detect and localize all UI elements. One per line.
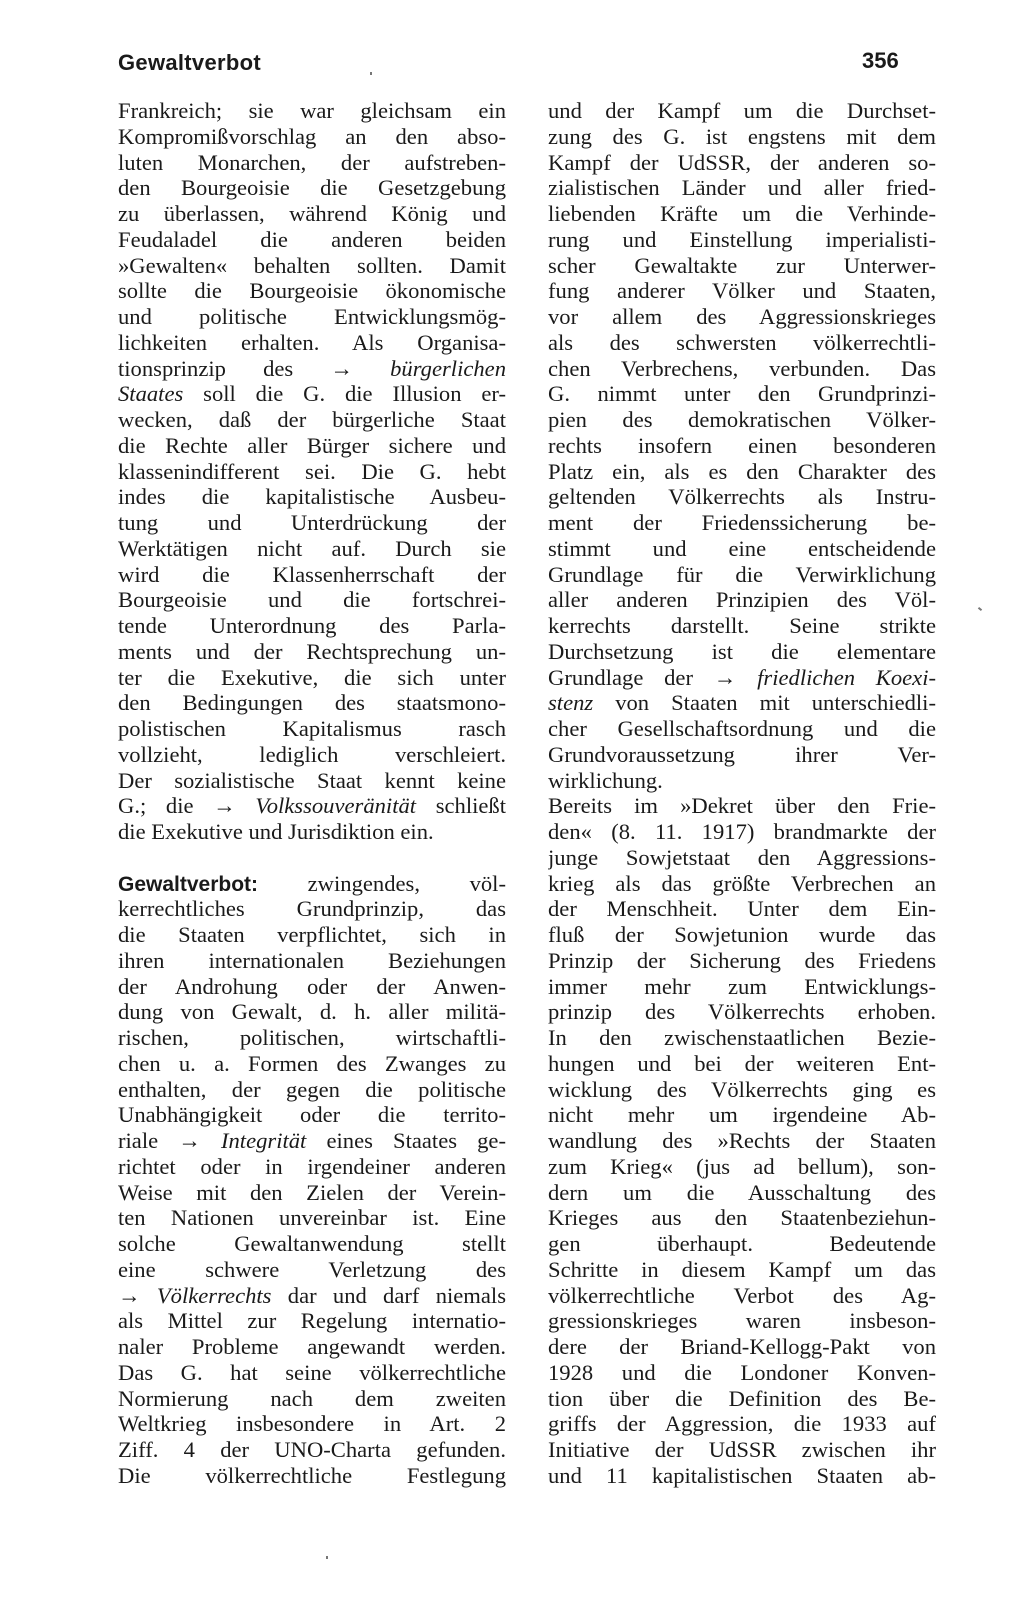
line-text: Weise mit den Zielen der Verein-: [118, 1179, 506, 1205]
text-line: [548, 1051, 936, 1077]
line-text: sollte die Bourgeoisie ökonomische: [118, 278, 506, 304]
line-text: fluß der Sowjetunion wurde das: [548, 922, 936, 947]
line-text: liebenden Kräfte um die Verhinde-: [548, 201, 936, 226]
text-line: [118, 433, 506, 459]
line-text: den« (8. 11. 1917) brandmarkte der: [548, 819, 936, 844]
text-line: [548, 459, 936, 485]
cross-reference-arrow: →: [213, 793, 236, 819]
text-line: [548, 407, 936, 433]
text-line: [548, 999, 936, 1025]
line-text: Kompromißvorschlag an den abso-: [118, 123, 506, 149]
line-text: Normierung nach dem zweiten: [118, 1385, 506, 1411]
line-text: pien des demokratischen Völker-: [548, 407, 936, 432]
text-line: [118, 1128, 506, 1154]
line-text: indes die kapitalistische Ausbeu-: [118, 484, 506, 510]
text-line: [548, 1231, 936, 1257]
text-line: [548, 124, 936, 150]
line-text: fung anderer Völker und Staaten,: [548, 278, 936, 304]
text-line: [118, 716, 506, 742]
text-line: [118, 1102, 506, 1128]
text-line: [548, 356, 936, 382]
line-text: tion über die Definition des Be-: [548, 1385, 936, 1411]
cross-reference-arrow: →: [330, 355, 353, 381]
line-text: und politische Entwicklungsmög-: [118, 304, 506, 329]
line-text: zung des G. ist engstens mit dem: [548, 123, 936, 149]
text-line: [118, 819, 506, 845]
text-line: [118, 639, 506, 665]
line-text: Das G. hat seine völkerrechtliche: [118, 1359, 506, 1385]
line-text: Ziff. 4 der UNO-Charta gefunden.: [118, 1437, 506, 1462]
line-text: eine schwere Verletzung des: [118, 1256, 506, 1282]
text-line: [548, 150, 936, 176]
line-text: griffs der Aggression, die 1933 auf: [548, 1411, 936, 1437]
text-line: [548, 1102, 936, 1128]
cross-reference-term: friedlichen Koexi-: [757, 664, 936, 690]
cross-reference-term: Völkerrechts: [156, 1282, 272, 1308]
line-text: chen Verbrechens, verbunden. Das: [548, 355, 936, 381]
header-term: Gewaltverbot: [118, 50, 261, 75]
text-line: [548, 227, 936, 253]
line-text: »Gewalten« behalten sollten. Damit: [118, 252, 506, 278]
text-line: [118, 1025, 506, 1051]
line-text: den Bourgeoisie die Gesetzgebung: [118, 175, 506, 201]
line-text: Werktätigen nicht auf. Durch sie: [118, 535, 506, 561]
cross-reference-term: Integrität: [220, 1128, 307, 1153]
text-line: [118, 948, 506, 974]
scan-speck: [326, 1556, 328, 1559]
text-line: [118, 1334, 506, 1360]
line-text: vor allem des Aggressionskrieges: [548, 304, 936, 329]
line-text: zum Krieg« (jus ad bellum), son-: [548, 1153, 936, 1179]
text-line: [118, 98, 506, 124]
text-line: [548, 1308, 936, 1334]
line-text: tende Unterordnung des Parla-: [118, 613, 506, 638]
text-line: [118, 1180, 506, 1206]
line-text: rechts insofern einen besonderen: [548, 432, 936, 458]
line-text: krieg als das größte Verbrechen an: [548, 870, 936, 896]
line-text: völkerrechtliche Verbot des Ag-: [548, 1282, 936, 1308]
text-line: [548, 690, 936, 716]
text-line: [548, 1463, 936, 1489]
text-line: [548, 587, 936, 613]
text-line: [118, 742, 506, 768]
line-text: soll die G. die Illusion er-: [203, 381, 506, 407]
scan-speck: [978, 607, 982, 611]
line-text: klassenindifferent sei. Die G. hebt: [118, 458, 506, 484]
text-line: [548, 819, 936, 845]
line-text: der Androhung oder der Anwen-: [118, 973, 506, 999]
paragraph-gap: [118, 845, 506, 871]
text-line: [118, 150, 506, 176]
line-text: ter die Exekutive, die sich unter: [118, 664, 506, 690]
text-line: [118, 356, 506, 382]
line-text: nicht mehr um irgendeine Ab-: [548, 1102, 936, 1128]
line-text: die Exekutive und Jurisdiktion ein.: [118, 819, 434, 844]
text-line: [118, 304, 506, 330]
text-line: [118, 124, 506, 150]
text-line: [548, 1283, 936, 1309]
text-line: [118, 1231, 506, 1257]
line-text: als Mittel zur Regelung internatio-: [118, 1308, 506, 1334]
text-line: [118, 768, 506, 794]
text-line: [118, 1411, 506, 1437]
text-line: [118, 407, 506, 433]
line-text: Prinzip der Sicherung des Friedens: [548, 947, 936, 973]
line-text: vollzieht, lediglich verschleiert.: [118, 741, 506, 767]
line-text: schließt: [435, 793, 506, 819]
cross-reference-arrow: →: [713, 664, 737, 690]
text-line: [118, 690, 506, 716]
text-line: [118, 510, 506, 536]
text-line: [118, 587, 506, 613]
text-line: [118, 253, 506, 279]
text-line: [118, 974, 506, 1000]
line-text: Initiative der UdSSR zwischen ihr: [548, 1437, 936, 1462]
line-text: polistischen Kapitalismus rasch: [118, 716, 506, 741]
line-text: solche Gewaltanwendung stellt: [118, 1231, 506, 1256]
text-line: [548, 381, 936, 407]
text-line: [118, 1257, 506, 1283]
text-line: [118, 1077, 506, 1103]
line-text: Die völkerrechtliche Festlegung: [118, 1462, 506, 1488]
italic-term: stenz: [548, 690, 594, 716]
line-text: kerrechts darstellt. Seine strikte: [548, 613, 936, 638]
line-text: lichkeiten erhalten. Als Organisa-: [118, 329, 506, 355]
text-line: [548, 639, 936, 665]
line-text: dar und darf niemals: [287, 1282, 506, 1308]
text-line: [548, 871, 936, 897]
text-line: [118, 227, 506, 253]
line-text: ihren internationalen Beziehungen: [118, 947, 506, 973]
text-line: [548, 1386, 936, 1412]
line-text: und der Kampf um die Durchset-: [548, 98, 936, 123]
text-line: [548, 98, 936, 124]
line-text: stimmt und eine entscheidende: [548, 535, 936, 561]
line-text: zwingendes, völ-: [307, 870, 506, 896]
text-line: [118, 536, 506, 562]
text-line: [548, 536, 936, 562]
line-text: 1928 und die Londoner Konven-: [548, 1359, 936, 1385]
text-line: [118, 278, 506, 304]
text-line: [548, 433, 936, 459]
page-number: 356: [862, 48, 899, 73]
line-text: Grundlage der: [548, 664, 693, 690]
line-text: immer mehr zum Entwicklungs-: [548, 973, 936, 999]
text-line: [548, 845, 936, 871]
line-text: G. nimmt unter den Grundprinzi-: [548, 381, 936, 407]
line-text: wecken, daß der bürgerliche Staat: [118, 407, 506, 432]
line-text: ten Nationen unvereinbar ist. Eine: [118, 1205, 506, 1231]
line-text: Platz ein, als es den Charakter des: [548, 458, 936, 484]
line-text: wandlung des »Rechts der Staaten: [548, 1128, 936, 1153]
line-text: eines Staates ge-: [326, 1128, 506, 1153]
text-line: [548, 896, 936, 922]
line-text: zialistischen Länder und aller fried-: [548, 175, 936, 201]
text-line: [118, 871, 506, 897]
line-text: wird die Klassenherrschaft der: [118, 561, 506, 587]
text-line: [548, 330, 936, 356]
line-text: Kampf der UdSSR, der anderen so-: [548, 149, 936, 175]
text-line: [548, 1205, 936, 1231]
text-line: [118, 562, 506, 588]
text-line: [548, 484, 936, 510]
line-text: die Rechte aller Bürger sichere und: [118, 432, 506, 458]
text-line: [118, 1205, 506, 1231]
text-line: [548, 1154, 936, 1180]
line-text: Schritte in diesem Kampf um das: [548, 1256, 936, 1282]
scan-speck: [370, 72, 372, 75]
line-text: ment der Friedenssicherung be-: [548, 510, 936, 535]
text-line: [548, 304, 936, 330]
text-line: [548, 201, 936, 227]
line-text: Frankreich; sie war gleichsam ein: [118, 98, 506, 123]
text-line: [548, 1360, 936, 1386]
text-line: [548, 948, 936, 974]
text-line: [548, 1334, 936, 1360]
text-line: [118, 1283, 506, 1309]
right-column: [548, 98, 936, 1489]
text-line: [548, 175, 936, 201]
text-line: [548, 742, 936, 768]
line-text: tionsprinzip des: [118, 355, 294, 381]
line-text: dern um die Ausschaltung des: [548, 1179, 936, 1205]
left-column: [118, 98, 506, 1489]
line-text: gressionskrieges waren insbeson-: [548, 1308, 936, 1334]
line-text: die Staaten verpflichtet, sich in: [118, 922, 506, 947]
text-line: [548, 1437, 936, 1463]
text-line: [548, 768, 936, 794]
text-line: [118, 613, 506, 639]
line-text: G.; die: [118, 793, 194, 819]
line-text: Bereits im »Dekret über den Frie-: [548, 793, 936, 819]
line-text: Durchsetzung ist die elementare: [548, 638, 936, 664]
text-line: [118, 201, 506, 227]
cross-reference-arrow: →: [118, 1282, 141, 1308]
text-line: [548, 1077, 936, 1103]
italic-term: Staates: [118, 381, 184, 407]
line-text: rung und Einstellung imperialisti-: [548, 226, 936, 252]
line-text: luten Monarchen, der aufstreben-: [118, 149, 506, 175]
text-line: [548, 613, 936, 639]
line-text: Weltkrieg insbesondere in Art. 2: [118, 1411, 506, 1437]
line-text: aller anderen Prinzipien des Völ-: [548, 587, 936, 613]
line-text: riale: [118, 1128, 159, 1153]
text-line: [118, 665, 506, 691]
line-text: richtet oder in irgendeiner anderen: [118, 1153, 506, 1179]
text-line: [548, 1411, 936, 1437]
line-text: Krieges aus den Staatenbeziehun-: [548, 1205, 936, 1231]
line-text: zu überlassen, während König und: [118, 201, 506, 226]
text-line: [118, 896, 506, 922]
text-line: [548, 974, 936, 1000]
line-text: Feudaladel die anderen beiden: [118, 226, 506, 252]
line-text: und 11 kapitalistischen Staaten ab-: [548, 1462, 936, 1488]
text-line: [118, 175, 506, 201]
line-text: geltenden Völkerrechts als Instru-: [548, 484, 936, 510]
text-line: [118, 1154, 506, 1180]
text-line: [548, 922, 936, 948]
line-text: gen überhaupt. Bedeutende: [548, 1231, 936, 1256]
line-text: wirklichung.: [548, 767, 663, 793]
text-line: [548, 253, 936, 279]
text-line: [548, 510, 936, 536]
line-text: Grundvoraussetzung ihrer Ver-: [548, 741, 936, 767]
text-line: [118, 459, 506, 485]
text-line: [548, 1128, 936, 1154]
text-line: [118, 330, 506, 356]
line-text: wicklung des Völkerrechts ging es: [548, 1076, 936, 1102]
line-text: rischen, politischen, wirtschaftli-: [118, 1025, 506, 1050]
line-text: prinzip des Völkerrechts erhoben.: [548, 999, 936, 1025]
text-line: [548, 1257, 936, 1283]
line-text: chen u. a. Formen des Zwanges zu: [118, 1050, 506, 1076]
text-line: [118, 999, 506, 1025]
line-text: kerrechtliches Grundprinzip, das: [118, 896, 506, 922]
line-text: Bourgeoisie und die fortschrei-: [118, 587, 506, 613]
line-text: von Staaten mit unterschiedli-: [615, 690, 936, 716]
text-line: [118, 484, 506, 510]
text-line: [548, 1025, 936, 1051]
text-line: [118, 1463, 506, 1489]
line-text: dung von Gewalt, d. h. aller militä-: [118, 999, 506, 1025]
line-text: dere der Briand-Kellogg-Pakt von: [548, 1334, 936, 1359]
text-line: [548, 665, 936, 691]
text-line: [548, 1180, 936, 1206]
cross-reference-arrow: →: [178, 1128, 201, 1153]
line-text: als des schwersten völkerrechtli-: [548, 329, 936, 355]
text-line: [548, 716, 936, 742]
line-text: enthalten, der gegen die politische: [118, 1076, 506, 1102]
text-line: [118, 793, 506, 819]
text-line: [118, 381, 506, 407]
text-line: [118, 922, 506, 948]
text-line: [118, 1360, 506, 1386]
text-line: [118, 1437, 506, 1463]
text-line: [548, 278, 936, 304]
text-line: [118, 1051, 506, 1077]
cross-reference-term: bürgerlichen: [390, 355, 506, 381]
line-text: Unabhängigkeit oder die territo-: [118, 1102, 506, 1128]
line-text: den Bedingungen des staatsmono-: [118, 690, 506, 716]
line-text: ments und der Rechtsprechung un-: [118, 638, 506, 664]
line-text: Grundlage für die Verwirklichung: [548, 561, 936, 587]
line-text: Der sozialistische Staat kennt keine: [118, 767, 506, 793]
line-text: hungen und bei der weiteren Ent-: [548, 1050, 936, 1076]
text-line: [118, 1308, 506, 1334]
line-text: junge Sowjetstaat den Aggressions-: [548, 844, 936, 870]
line-text: cher Gesellschaftsordnung und die: [548, 716, 936, 741]
cross-reference-term: Volkssouveränität: [255, 793, 417, 819]
line-text: der Menschheit. Unter dem Ein-: [548, 896, 936, 922]
line-text: scher Gewaltakte zur Unterwer-: [548, 252, 936, 278]
text-line: [548, 793, 936, 819]
text-line: [548, 562, 936, 588]
line-text: tung und Unterdrückung der: [118, 510, 506, 535]
text-line: [118, 1386, 506, 1412]
entry-keyword: Gewaltverbot:: [118, 872, 259, 896]
line-text: In den zwischenstaatlichen Bezie-: [548, 1025, 936, 1050]
line-text: naler Probleme angewandt werden.: [118, 1334, 506, 1359]
